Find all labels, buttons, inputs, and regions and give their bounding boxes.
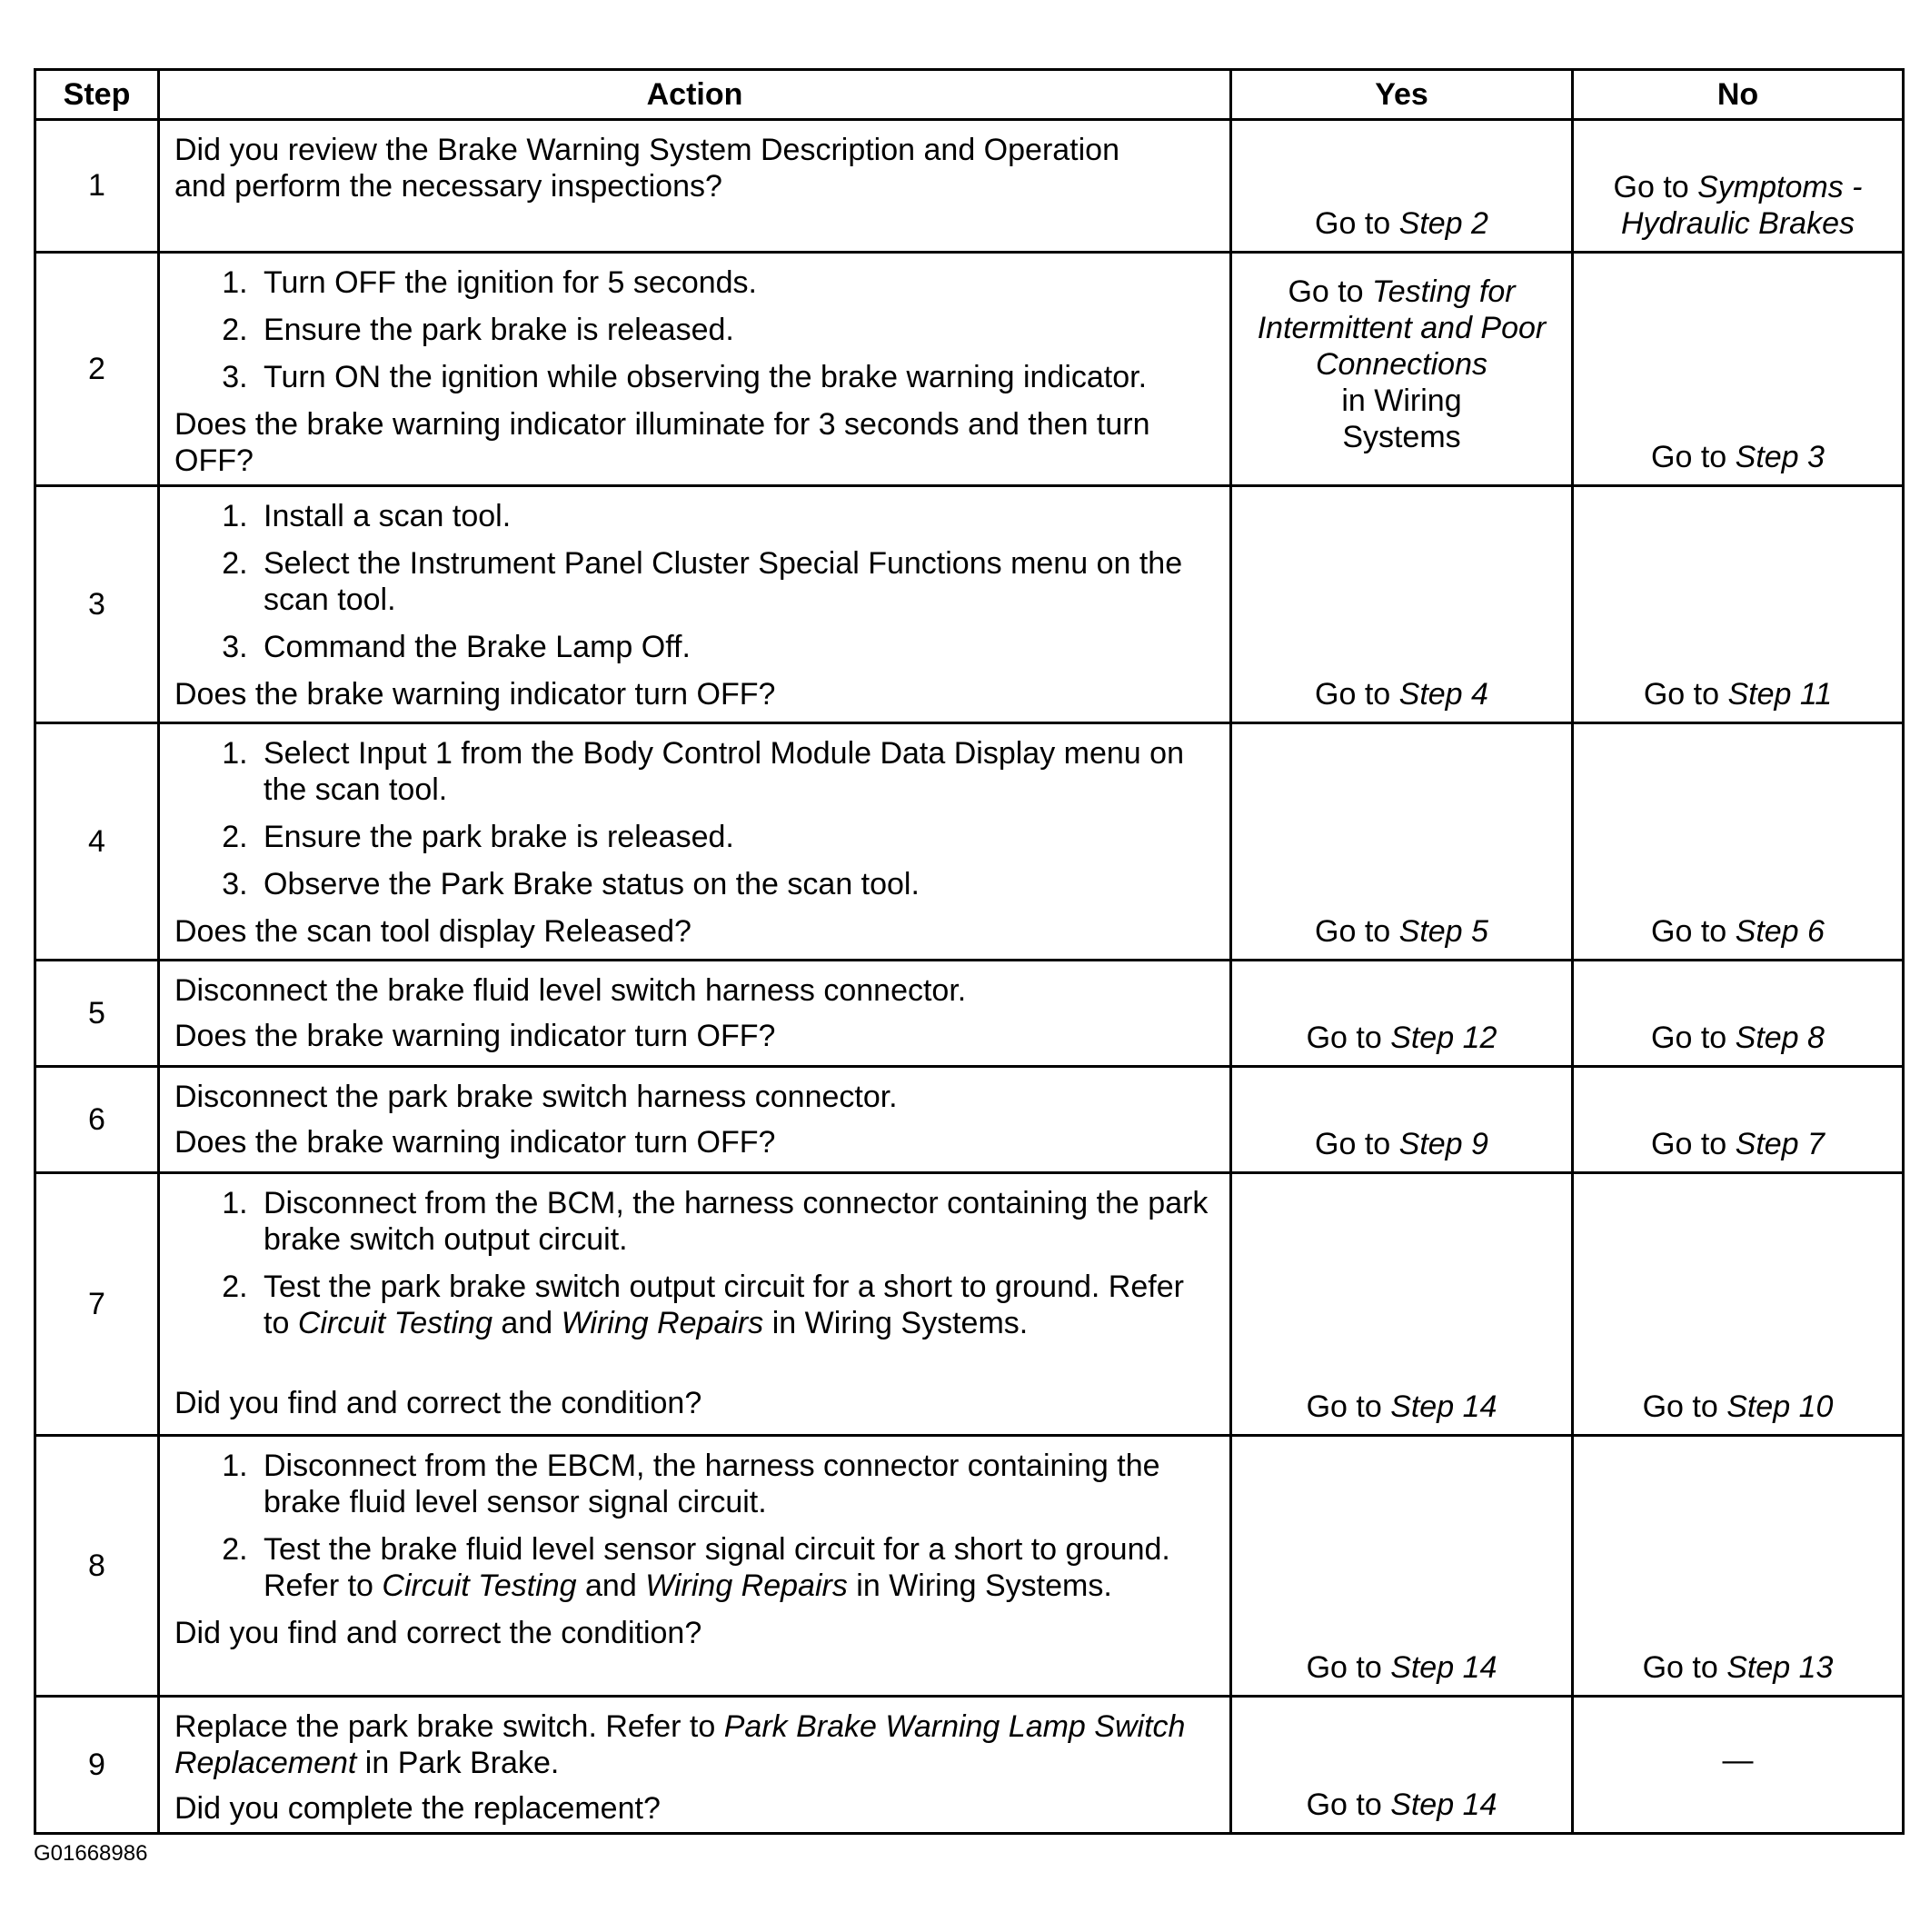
step-number: 1 — [35, 120, 159, 253]
action-list — [174, 735, 1215, 902]
yes-cell: Go to Step 2 — [1231, 120, 1573, 253]
action-question: Does the brake warning indicator turn OFF? — [174, 1125, 776, 1160]
table-row — [35, 1436, 1904, 1697]
table-row — [35, 961, 1904, 1067]
action-list — [174, 1185, 1215, 1341]
table-row — [35, 120, 1904, 253]
action-text: Replace the park brake switch. Refer to Park Brake Warning Lamp Switch Replacement in Park Brake. — [174, 1709, 1186, 1780]
yes-cell: Go to Step 14 — [1231, 1697, 1573, 1834]
action-question: Does the brake warning indicator turn OFF? — [174, 1019, 776, 1053]
action-cell — [159, 253, 1231, 486]
table-row — [35, 723, 1904, 961]
yes-cell: Go to Step 12 — [1231, 961, 1573, 1067]
action-text: Disconnect the park brake switch harness connector. — [174, 1080, 898, 1114]
action-item: 2. Test the brake fluid level sensor signal circuit for a short to ground. Refer to Circuit Testing and Wiring Repairs in Wiring Systems. — [256, 1531, 1215, 1604]
action-list — [174, 1448, 1215, 1604]
no-cell: Go to Symptoms - Hydraulic Brakes — [1573, 120, 1904, 253]
step-number: 4 — [35, 723, 159, 961]
action-cell — [159, 486, 1231, 723]
action-question: Does the brake warning indicator turn OFF? — [174, 677, 776, 712]
no-cell: Go to Step 13 — [1573, 1436, 1904, 1697]
action-item: 3. Turn ON the ignition while observing the brake warning indicator. — [256, 359, 1215, 395]
no-cell: Go to Step 7 — [1573, 1067, 1904, 1173]
action-cell — [159, 961, 1231, 1067]
step-number: 2 — [35, 253, 159, 486]
action-item: 2. Ensure the park brake is released. — [256, 819, 1215, 855]
no-cell: Go to Step 6 — [1573, 723, 1904, 961]
no-cell: Go to Step 3 — [1573, 253, 1904, 486]
header-action: Action — [159, 70, 1231, 120]
step-number: 6 — [35, 1067, 159, 1173]
action-item: 2. Ensure the park brake is released. — [256, 312, 1215, 348]
action-item: 1. Select Input 1 from the Body Control Module Data Display menu on the scan tool. — [256, 735, 1215, 808]
yes-cell: Go to Step 14 — [1231, 1173, 1573, 1436]
action-item: 2. Test the park brake switch output circuit for a short to ground. Refer to Circuit Testing and Wiring Repairs in Wiring Systems. — [256, 1269, 1215, 1341]
action-item: 3. Observe the Park Brake status on the scan tool. — [256, 866, 1215, 902]
action-question: Did you complete the replacement? — [174, 1791, 661, 1826]
action-cell — [159, 1436, 1231, 1697]
no-cell: Go to Step 8 — [1573, 961, 1904, 1067]
yes-cell: Go to Step 5 — [1231, 723, 1573, 961]
yes-cell: Go to Step 4 — [1231, 486, 1573, 723]
action-item: 1. Disconnect from the BCM, the harness connector containing the park brake switch output circuit. — [256, 1185, 1215, 1258]
step-number: 8 — [35, 1436, 159, 1697]
action-item: 1. Install a scan tool. — [256, 498, 1215, 534]
table-row — [35, 1173, 1904, 1436]
action-item: 3. Command the Brake Lamp Off. — [256, 629, 1215, 665]
action-cell — [159, 120, 1231, 253]
action-item: 1. Disconnect from the EBCM, the harness connector containing the brake fluid level sensor signal circuit. — [256, 1448, 1215, 1520]
action-item: 1. Turn OFF the ignition for 5 seconds. — [256, 264, 1215, 301]
action-question: Does the brake warning indicator illuminate for 3 seconds and then turn OFF? — [174, 407, 1150, 478]
figure-id: G01668986 — [34, 1841, 148, 1866]
no-cell: Go to Step 10 — [1573, 1173, 1904, 1436]
action-text: Disconnect the brake fluid level switch harness connector. — [174, 973, 967, 1008]
action-cell — [159, 1697, 1231, 1834]
yes-cell: Go to Step 9 — [1231, 1067, 1573, 1173]
action-question: Did you find and correct the condition? — [174, 1386, 702, 1420]
action-cell — [159, 1173, 1231, 1436]
no-cell: Go to Step 11 — [1573, 486, 1904, 723]
action-text: Did you review the Brake Warning System Description and Operation and perform the necessary inspections? — [174, 133, 1119, 204]
no-cell: — — [1573, 1697, 1904, 1834]
yes-cell: Go to Testing for Intermittent and Poor Connections in Wiring Systems — [1231, 253, 1573, 486]
table-header-row — [35, 70, 1904, 120]
header-step: Step — [35, 70, 159, 120]
diagnostic-table — [34, 68, 1905, 1835]
table-row — [35, 1697, 1904, 1834]
step-number: 9 — [35, 1697, 159, 1834]
step-number: 5 — [35, 961, 159, 1067]
action-list — [174, 264, 1215, 395]
yes-cell: Go to Step 14 — [1231, 1436, 1573, 1697]
header-no: No — [1573, 70, 1904, 120]
action-cell — [159, 723, 1231, 961]
action-question: Did you find and correct the condition? — [174, 1616, 702, 1650]
table-row — [35, 486, 1904, 723]
step-number: 7 — [35, 1173, 159, 1436]
action-list — [174, 498, 1215, 665]
header-yes: Yes — [1231, 70, 1573, 120]
action-item: 2. Select the Instrument Panel Cluster Special Functions menu on the scan tool. — [256, 545, 1215, 618]
action-question: Does the scan tool display Released? — [174, 914, 691, 949]
table-row — [35, 1067, 1904, 1173]
action-cell — [159, 1067, 1231, 1173]
step-number: 3 — [35, 486, 159, 723]
table-row — [35, 253, 1904, 486]
